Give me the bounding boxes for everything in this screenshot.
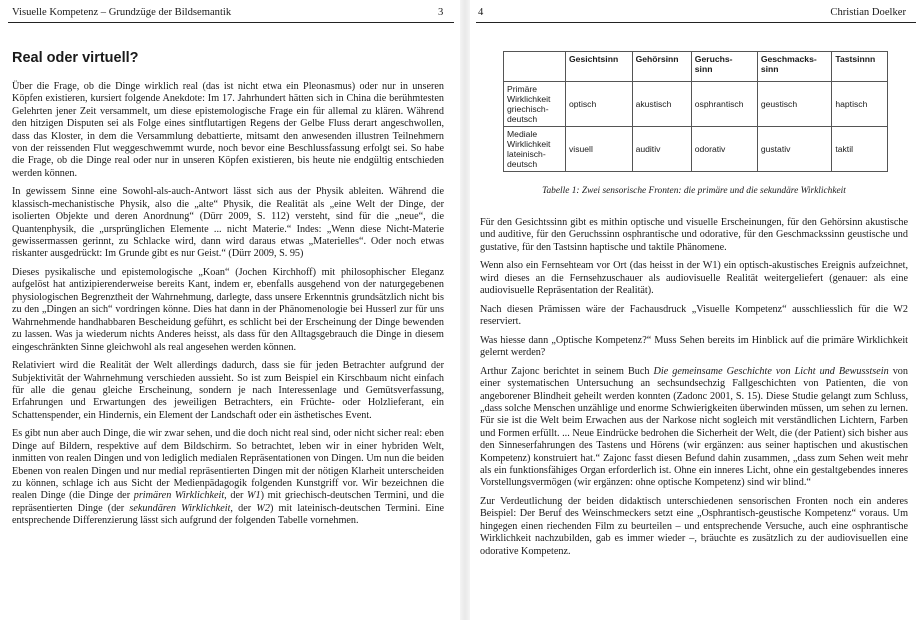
table-header-cell: Geruchs- sinn: [691, 52, 757, 82]
row-label-cell: Mediale Wirklichkeit lateinisch-deutsch: [504, 127, 566, 172]
text-run: Nach diesen Prämissen wäre der Fachausdruck „Visuelle Kompetenz“ ausschliesslich für die W2 reserviert.: [480, 303, 908, 328]
table-caption: Tabelle 1: Zwei sensorische Fronten: die primäre und die sekundäre Wirklichkeit: [542, 186, 846, 196]
paragraph: [12, 267, 444, 354]
italic-text: sekundären Wirklichkeit: [129, 502, 231, 514]
text-run: von einer systematischen Untersuchung an sechsundsechzig Fallgeschichten von Patienten, die von angeborener Blindheit geheilt werden konnten (Zadonc 2001, S. 15). Diese Studie gelangt zum Schluss, „dass solche Menschen unzählige und enorme Schwierigkeiten überwinden müssen, um sehen zu lernen. Für sie ist die Welt beim Erwachen aus der Narkose nicht sogleich mit verständlichen Lichtern, Farben und Formen erfüllt. ... Neue Eindrücke bedrohen die Sicherheit der Welt, die (der Patient) sich bisher aus den Sinneserfahrungen des Tastens und Hörens (wir ergänzen: aus seiner haptischen und akustischen Kompetenz) konstruiert hat.“ Zajonc fasst diesen Befund dahin zusammen, „dass zum Sehen weit mehr als ein funktionsfähiges Organ erforderlich ist. Ohne ein inneres Licht, ohne ein gestaltgebendes inneres Vorstellungsvermögen (wir ergänzen: ohne optische Kompetenz) sind wir blind.“: [480, 365, 908, 489]
table-cell: auditiv: [632, 127, 691, 172]
table-cell: taktil: [832, 127, 888, 172]
paragraph: [12, 81, 444, 180]
table-header-cell: Tastsinnn: [832, 52, 888, 82]
right-body-text: [480, 217, 908, 564]
text-run: In gewissem Sinne eine Sowohl-als-auch-Antwort lässt sich aus der Physik ableiten. Während die klassisch-mechanistische Physik, also die „alte“ Physik, die Realität als „eine Welt der Dinge, der isolierten Objekte und deren Anordnung“ (Dürr 2009, S. 112) versteht, sind für die „neue“, die Quantenphysik, die „ursprünglichen Elemente ... nicht Materie.“ Indes: „Wenn diese Nicht-Materie gewissermassen gerinnt, zu Schlacke wird, dann wird daraus etwas „Materielles“. Oder noch etwas riskanter ausgedrückt: Im Grunde gibt es nur Geist.“ (Dürr 2009, S. 95): [12, 186, 444, 260]
table-cell: haptisch: [832, 82, 888, 127]
table-row: [504, 82, 888, 127]
paragraph: [12, 186, 444, 260]
paragraph: [480, 496, 908, 558]
left-body-text: [12, 81, 444, 534]
header-rule: [8, 22, 454, 23]
row-label-cell: Primäre Wirklichkeit griechisch-deutsch: [504, 82, 566, 127]
table-cell: geustisch: [757, 82, 832, 127]
text-run: Relativiert wird die Realität der Welt allerdings dadurch, dass sie für jeden Betrachter aufgrund der Subjektivität der Wahrnehmung verschieden aussieht. So ist zum Beispiel ein Kirschbaum nicht einfach für alle die genau gleiche Erscheinung, sondern je nach Interessenlage und Gemütsverfassung, Erfahrungen und Erwartungen des jeweiligen Betrachters, ein Früchte- oder Holzlieferant, ein Schattenspender, ein Hindernis, ein Element der Landschaft oder ein ästhetisches Event.: [12, 360, 444, 421]
table-body: [504, 82, 888, 172]
table-cell: osphrantisch: [691, 82, 757, 127]
italic-text: Die gemeinsame Geschichte von Licht und Bewusstsein: [653, 365, 889, 377]
table-cell: visuell: [566, 127, 633, 172]
text-run: Was hiesse dann „Optische Kompetenz?“ Muss Sehen bereits im Hinblick auf die primäre Wirklichkeit gelernt werden?: [480, 334, 908, 359]
text-run: Für den Gesichtssinn gibt es mithin optische und visuelle Erscheinungen, für den Gehörsinn akustische und auditive, für den Geruchssinn osphrantische und odorative, für den Geschmackssinn geustische und gustative, für den Tastsinn haptische und taktile Phänomene.: [480, 217, 908, 253]
section-title: Real oder virtuell?: [12, 50, 139, 66]
text-run: ) mit lateinisch-deutschen Termini. Eine entsprechende Differenzierung lässt sich aufgrund der folgenden Tabelle vornehmen.: [12, 502, 445, 527]
text-run: Es gibt nun aber auch Dinge, die wir zwar sehen, und die doch nicht real sind, oder nicht sicher real: eben Dinge auf Bildern, respektive auf dem Bildschirm. So betrachtet, leben wir in einer hybriden Welt, inmitten von realen Dingen und von lediglich medialen Repräsentationen von Dingen. Um nun die beiden Ebenen von realen Dingen und nur medial repräsentierten Dingen mit der nötigen Klarheit unterscheiden zu können, schlage ich aus Sicht der Medienpädagogik folgenden Kunstgriff vor. Wir bezeichnen die realen Dinge (die Dinge der: [12, 428, 445, 502]
running-title: Visuelle Kompetenz – Grundzüge der Bildsemantik: [12, 7, 232, 18]
text-run: Zur Verdeutlichung der beiden didaktisch unterschiedenen sensorischen Fronten noch ein anderes Beispiel: Der Beruf des Weinschmeckers setzt eine „Osphrantisch-geustische Kompetenz“ voraus. Um hingegen einen riechenden Film zu beurteilen – und entsprechende Versuche, auch eine osphrantische Wirklichkeit nachzubilden, gab es immer wieder –, bräuchte es zusätzlich zu der audiovisuellen eine odorative Kompetenz.: [480, 496, 908, 557]
text-run: Über die Frage, ob die Dinge wirklich real (das ist nicht etwa ein Pleonasmus) oder nur in unseren Köpfen existieren, kursiert folgende Anekdote: Im 17. Jahrhundert hätten sich in China die berühmtesten Gelehrten jener Zeit versammelt, um diese epistemologische Frage ein für allemal zu klären. Während den hitzigen Disputen sei als Folge eines sintflutartigen Regens der Gelbe Fluss derart angeschwollen, dass das Kloster, in dem die Versammlung debattierte, mitsamt den anwesenden illustren Teilnehmern von der reissenden Flut weggeschwemmt wurde, noch bevor eine Beschlussfassung erfolgt sei. So habe die Frage, ob die Dinge real oder nur in unseren Köpfen existieren, bis heute nie endgültig entschieden werden können.: [12, 81, 444, 179]
paragraph: [480, 217, 908, 254]
page-number-left: 3: [438, 7, 444, 18]
table-cell: odorativ: [691, 127, 757, 172]
text-run: , der: [224, 490, 247, 502]
senses-table-wrapper: [503, 51, 888, 172]
paragraph: [480, 335, 908, 360]
paragraph: [480, 260, 908, 297]
table-header-row: [504, 52, 888, 82]
senses-table: [503, 51, 888, 172]
table-header-cell: [504, 52, 566, 82]
text-run: Arthur Zajonc berichtet in seinem Buch: [480, 365, 654, 377]
paragraph: [12, 360, 444, 422]
table-cell: gustativ: [757, 127, 832, 172]
book-gutter: [460, 0, 470, 620]
page-number-right: 4: [478, 7, 484, 18]
table-header-cell: Geschmacks- sinn: [757, 52, 832, 82]
table-header-cell: Gehörsinn: [632, 52, 691, 82]
text-run: , der: [230, 502, 257, 514]
text-run: ) mit griechisch-deutschen Termini, und die repräsentierten Dinge (der: [12, 490, 444, 514]
paragraph: [480, 304, 908, 329]
italic-text: W2: [256, 502, 270, 514]
italic-text: primären Wirklichkeit: [133, 490, 225, 502]
paragraph: [480, 366, 908, 490]
header-rule: [476, 22, 916, 23]
table-row: [504, 127, 888, 172]
text-run: Dieses pysikalische und epistemologische „Koan“ (Jochen Kirchhoff) mit philosophischer Eleganz aufgelöst hat antizipierenderweise bereits Kant, indem er, ebenfalls ausgehend von der naturgegebenen physiologischen Begrenztheit der Wahrnehmung, darlegte, dass unsere Erkenntnis grundsätzlich nicht bis zu den „Dingen an sich“ vordringen könne. Dies hat dann in der Phänomenologie bei Husserl zur für uns Wahrnehmende handhabbaren Bescheidung geführt, es schlicht bei der Erscheinung der Dinge bewenden zu lassen. Was ja wiederum nichts Anderes heisst, als dass für den Alltagsgebrauch die Dinge in diesem eingeschränkten Sinne gleichwohl als real angesehen werden können.: [12, 267, 444, 353]
table-cell: akustisch: [632, 82, 691, 127]
italic-text: W1: [247, 490, 261, 502]
table-header-cell: Gesichtsinn: [566, 52, 633, 82]
text-run: Wenn also ein Fernsehteam vor Ort (das heisst in der W1) ein optisch-akustisches Ereignis aufzeichnet, wird dieses an die Fernsehzuschauer als audiovisuelle Realität weitergeliefert (genauer: als eine audiovisuelle Repräsentation der Realität).: [480, 260, 908, 297]
table-cell: optisch: [566, 82, 633, 127]
right-page: [470, 0, 920, 620]
paragraph: [12, 428, 444, 527]
running-author: Christian Doelker: [830, 7, 906, 18]
